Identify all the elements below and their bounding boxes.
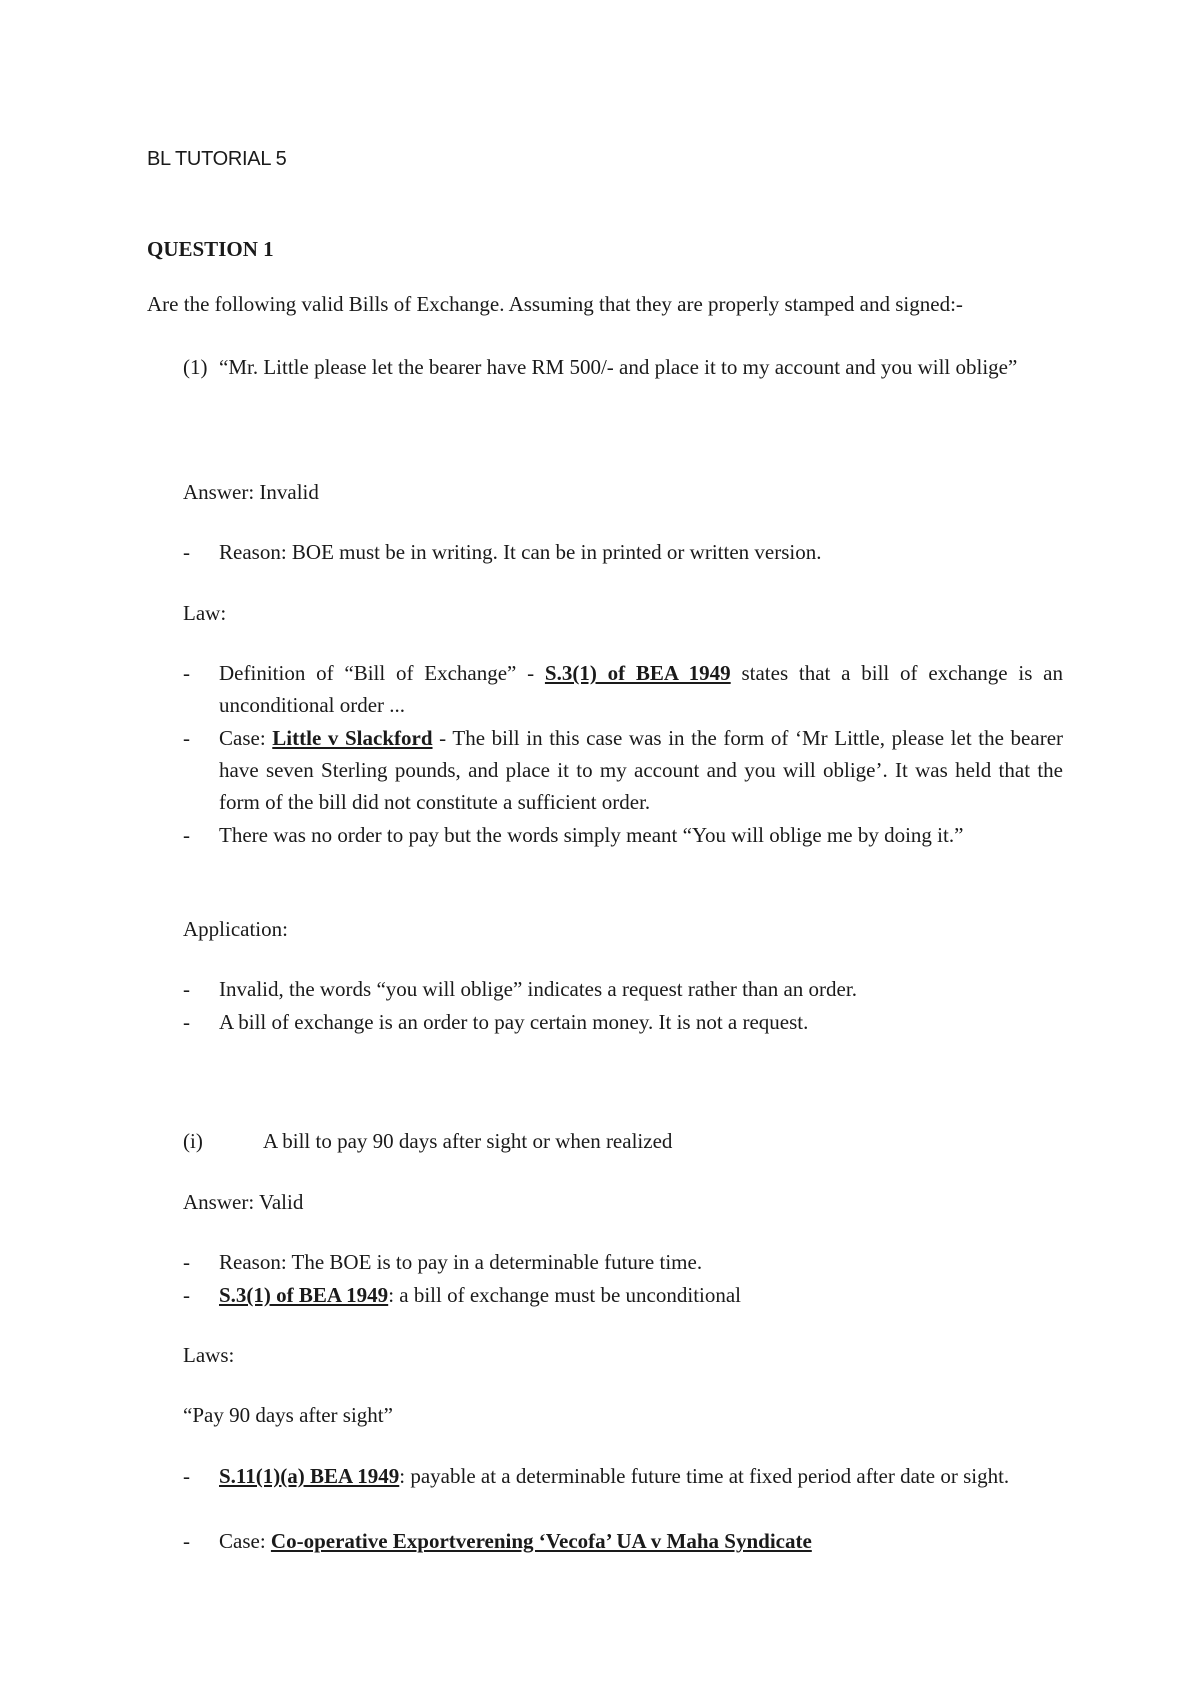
- laws-bullet-2-pre: Case:: [219, 1529, 271, 1553]
- laws-bullet-1-post: : payable at a determinable future time at fixed period after date or sight.: [399, 1464, 1010, 1488]
- law-bullet-2-pre: Case:: [219, 726, 273, 750]
- dash-marker: -: [183, 1283, 190, 1307]
- application-bullet-2-text: A bill of exchange is an order to pay certain money. It is not a request.: [219, 1010, 809, 1034]
- item-i-number: (i): [183, 1129, 203, 1153]
- quote-line: “Pay 90 days after sight”: [183, 1403, 393, 1427]
- item-i: [183, 1125, 1063, 1157]
- document-title: BL TUTORIAL 5: [147, 148, 287, 170]
- item-1-text: “Mr. Little please let the bearer have RM 500/- and place it to my account and you will oblige”: [219, 355, 1018, 379]
- law-bullet-1: [183, 657, 1063, 721]
- law-bullet-2-post: - The bill in this case was in the form of ‘Mr Little, please let the bearer have seven Sterling pounds, and place it to my account and you will oblige’. It was held that the form of the bill did not constitute a sufficient order.: [219, 726, 1064, 814]
- item-1: [183, 351, 1063, 421]
- dash-marker: -: [183, 1529, 190, 1553]
- reason-1-row: [183, 536, 1063, 568]
- dash-marker: -: [183, 1464, 190, 1488]
- dash-marker: -: [183, 661, 190, 685]
- law-label: Law:: [183, 601, 227, 625]
- question-heading: QUESTION 1: [147, 237, 274, 261]
- dash-marker: -: [183, 977, 190, 1001]
- law-bullet-3-text: There was no order to pay but the words simply meant “You will oblige me by doing it.”: [219, 823, 964, 847]
- laws-bullet-1-text: [219, 1460, 1063, 1492]
- reason-2-row: [183, 1246, 1063, 1278]
- application-bullet-2: [183, 1006, 1063, 1038]
- law-bullet-1-pre: Definition of “Bill of Exchange” -: [219, 661, 545, 685]
- reason-2-statute-row: [183, 1279, 1063, 1311]
- dash-marker: -: [183, 823, 190, 847]
- law-bullet-3: [183, 819, 1063, 883]
- answer-2: Answer: Valid: [183, 1190, 304, 1214]
- application-bullet-1: [183, 973, 1063, 1005]
- item-i-text: A bill to pay 90 days after sight or when realized: [263, 1129, 673, 1153]
- item-1-number: (1): [183, 355, 208, 379]
- laws-bullet-2-text: [219, 1525, 1063, 1557]
- law-bullet-2: [183, 722, 1063, 818]
- reason-2-statute-text: [219, 1279, 1063, 1311]
- reason-1: Reason: BOE must be in writing. It can be in printed or written version.: [219, 540, 822, 564]
- dash-marker: -: [183, 1250, 190, 1274]
- statute-reference: S.11(1)(a) BEA 1949: [219, 1464, 400, 1488]
- law-bullet-1-text: [219, 657, 1063, 721]
- intro-paragraph: Are the following valid Bills of Exchange. Assuming that they are properly stamped and signed:-: [147, 292, 963, 316]
- dash-marker: -: [183, 1010, 190, 1034]
- dash-marker: -: [183, 540, 190, 564]
- answer-1: Answer: Invalid: [183, 480, 319, 504]
- statute-reference: S.3(1) of BEA 1949: [544, 661, 731, 685]
- laws-bullet-1: [183, 1460, 1063, 1524]
- reason-2: Reason: The BOE is to pay in a determinable future time.: [219, 1250, 703, 1274]
- dash-marker: -: [183, 726, 190, 750]
- application-bullet-1-text: Invalid, the words “you will oblige” indicates a request rather than an order.: [219, 977, 857, 1001]
- laws-label: Laws:: [183, 1343, 235, 1367]
- case-reference: Little v Slackford: [272, 726, 433, 750]
- laws-bullet-2: [183, 1525, 1063, 1557]
- reason-2-statute-post: : a bill of exchange must be unconditional: [388, 1283, 742, 1307]
- law-bullet-1-post: states that a bill of exchange is an unconditional order ...: [219, 661, 1063, 717]
- law-bullet-2-text: [219, 722, 1063, 818]
- application-label: Application:: [183, 917, 288, 941]
- case-reference: Co-operative Exportverening ‘Vecofa’ UA v Maha Syndicate: [270, 1529, 812, 1553]
- statute-reference: S.3(1) of BEA 1949: [219, 1283, 389, 1307]
